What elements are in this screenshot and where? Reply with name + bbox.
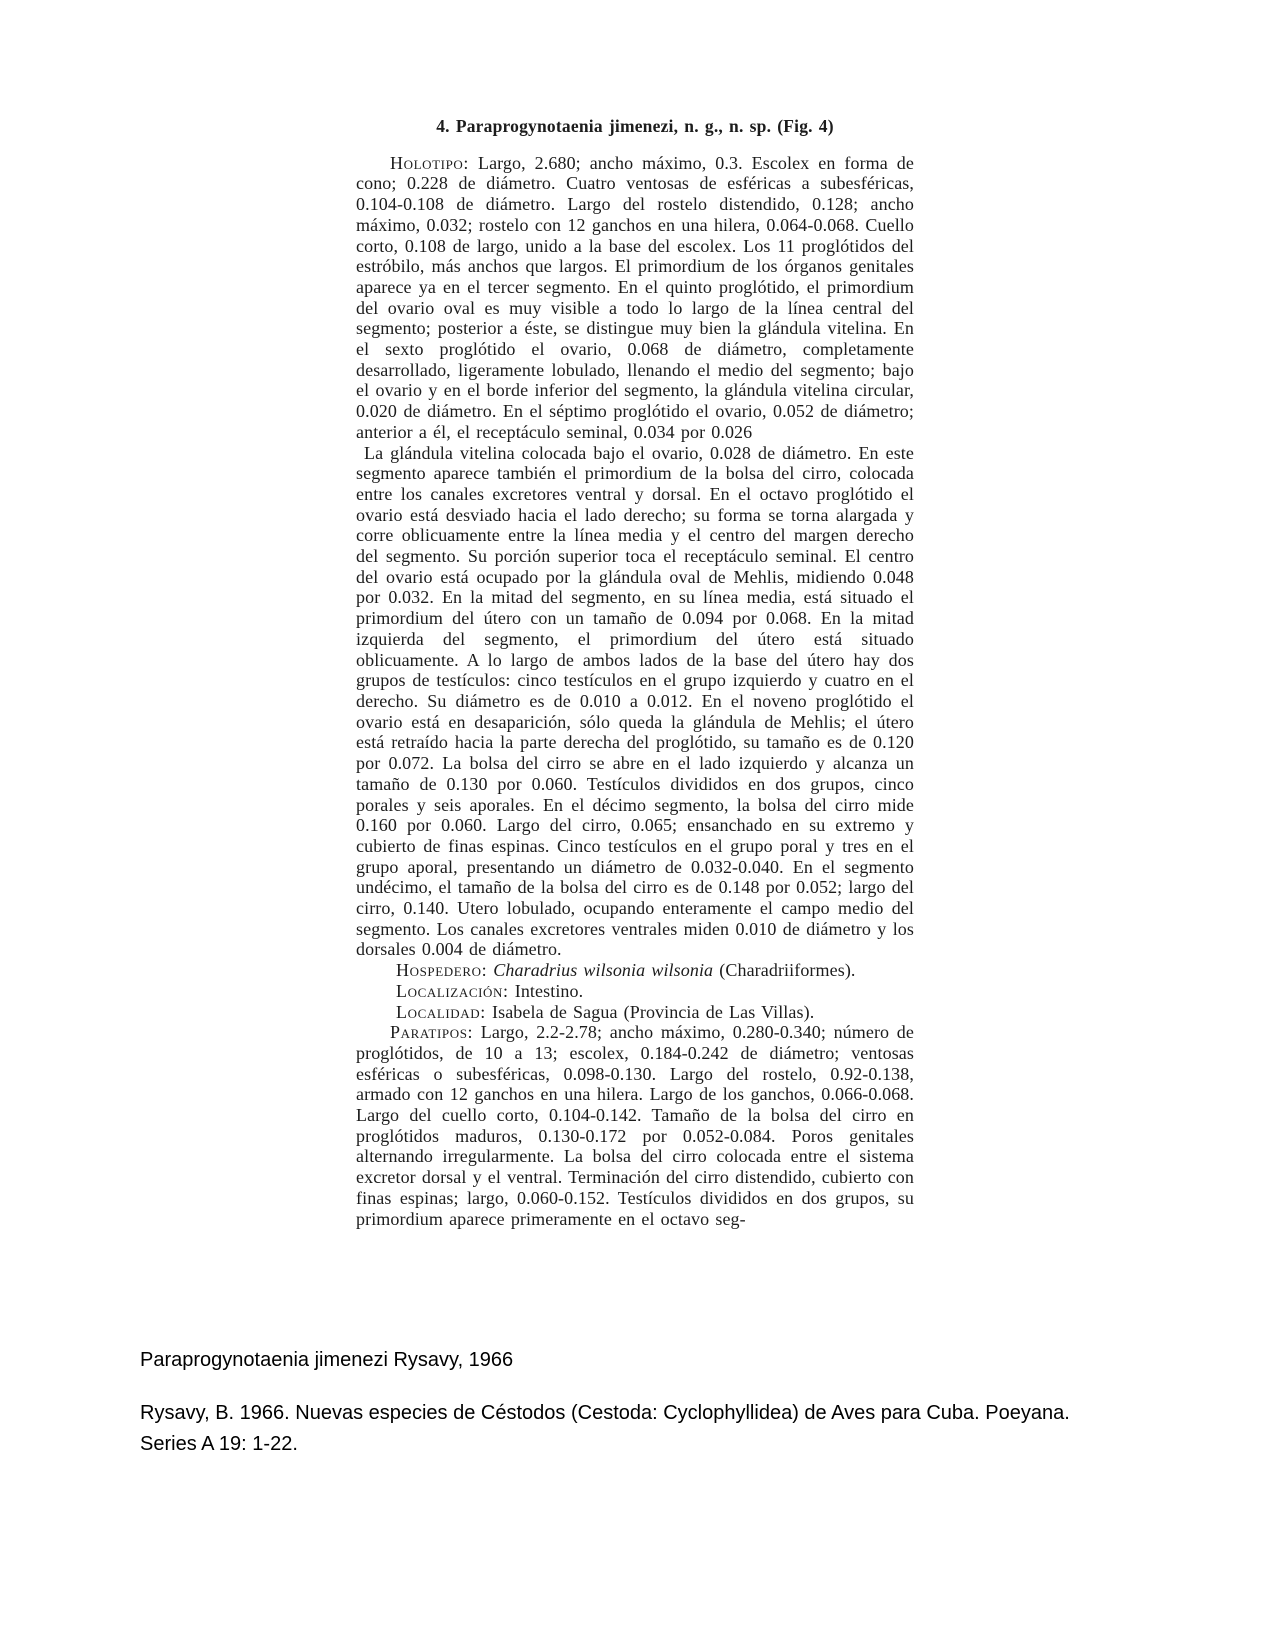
host-species-name: Charadrius wilsonia wilsonia bbox=[493, 960, 714, 981]
holotipo-text: Largo, 2.680; ancho máximo, 0.3. Escolex en forma de cono; 0.228 de diámetro. Cuatro ventosas de esféricas a subesféricas, 0.104-0.108 de diámetro. Largo del rostelo distendido, 0.128; ancho máximo, 0.032; rostelo con 12 ganchos en una hilera, 0.064-0.068. Cuello corto, 0.108 de largo, unido a la base del escolex. Los 11 proglótidos del estróbilo, más anchos que largos. El primordium de los órganos genitales aparece ya en el tercer segmento. En el quinto proglótido, el primordium del ovario oval es muy visible a todo lo largo de la línea central del segmento; posterior a éste, se distingue muy bien la glándula vitelina. En el sexto proglótido el ovario, 0.068 de diámetro, completamente desarrollado, ligeramente lobulado, llenando el medio del segmento; bajo el ovario y en el borde inferior del segmento, la glándula vitelina circular, 0.020 de diámetro. En el séptimo proglótido el ovario, 0.052 de diámetro; anterior a él, el receptáculo seminal, 0.034 por 0.026 bbox=[356, 152, 914, 442]
title-number: 4. bbox=[436, 116, 450, 136]
hospedero-label: Hospedero: bbox=[396, 960, 488, 981]
localidad-text: Isabela de Sagua (Provincia de Las Villas). bbox=[492, 1001, 815, 1022]
paratipos-paragraph bbox=[356, 1022, 914, 1229]
paratipos-text: Largo, 2.2-2.78; ancho máximo, 0.280-0.340; número de proglótidos, de 10 a 13; escolex, 0.184-0.242 de diámetro; ventosas esféricas o subesféricas, 0.098-0.130. Largo del rostelo, 0.92-0.138, armado con 12 ganchos en una hilera. Largo de los ganchos, 0.066-0.068. Largo del cuello corto, 0.104-0.142. Tamaño de la bolsa del cirro en proglótidos maduros, 0.130-0.172 por 0.052-0.084. Poros genitales alternando irregularmente. La bolsa del cirro colocada entre el sistema excretor dorsal y el ventral. Terminación del cirro distendido, cubierto con finas espinas; largo, 0.060-0.152. Testículos divididos en dos grupos, su primordium aparece primeramente en el octavo seg- bbox=[356, 1022, 914, 1229]
description-paragraph: La glándula vitelina colocada bajo el ovario, 0.028 de diámetro. En este segmento aparece también el primordium de la bolsa del cirro, colocada entre los canales excretores ventral y dorsal. En el octavo proglótido el ovario está desviado hacia el lado derecho; su forma se torna alargada y corre oblicuamente entre la línea media y el centro del margen derecho del segmento. Su porción superior toca el receptáculo seminal. El centro del ovario está ocupado por la glándula oval de Mehlis, midiendo 0.048 por 0.032. En la mitad del segmento, en su línea media, está situado el primordium del útero con un tamaño de 0.094 por 0.068. En la mitad izquierda del segmento, el primordium del útero está situado oblicuamente. A lo largo de ambos lados de la base del útero hay dos grupos de testículos: cinco testículos en el grupo izquierdo y cuatro en el derecho. Su diámetro es de 0.010 a 0.012. En el noveno proglótido el ovario está en desaparición, sólo queda la glándula de Mehlis; el útero está retraído hacia la parte derecha del proglótido, su tamaño es de 0.120 por 0.072. La bolsa del cirro se abre en el lado izquierdo y alcanza un tamaño de 0.130 por 0.060. Testículos divididos en dos grupos, cinco porales y seis aporales. En el décimo segmento, la bolsa del cirro mide 0.160 por 0.060. Largo del cirro, 0.065; ensanchado en su extremo y cubierto de finas espinas. Cinco testículos en el grupo poral y tres en el grupo aporal, presentando un diámetro de 0.032-0.040. En el segmento undécimo, el tamaño de la bolsa del cirro es de 0.148 por 0.052; largo del cirro, 0.140. Utero lobulado, ocupando enteramente el campo medio del segmento. Los canales excretores ventrales miden 0.010 de diámetro y los dorsales 0.004 de diámetro. bbox=[356, 442, 914, 960]
localizacion-label: Localización: bbox=[396, 980, 509, 1001]
localizacion-text: Intestino. bbox=[514, 980, 584, 1001]
hospedero-rest: (Charadriiformes). bbox=[719, 960, 856, 981]
article-title bbox=[356, 116, 914, 137]
localidad-label: Localidad: bbox=[396, 1001, 486, 1022]
localizacion-line bbox=[356, 981, 914, 1002]
paratipos-label: Paratipos: bbox=[390, 1022, 474, 1043]
title-rest: n. g., n. sp. (Fig. 4) bbox=[684, 116, 834, 136]
holotipo-label: Holotipo: bbox=[390, 152, 470, 173]
bibliographic-reference: Rysavy, B. 1966. Nuevas especies de Céstodos (Cestoda: Cyclophyllidea) de Aves para Cuba. Poeyana. Series A 19: 1-22. bbox=[140, 1402, 1070, 1455]
specimen-caption: Paraprogynotaenia jimenezi Rysavy, 1966 bbox=[140, 1349, 514, 1371]
scanned-article-column bbox=[356, 116, 914, 1229]
localidad-line bbox=[356, 1002, 914, 1023]
hospedero-line bbox=[356, 960, 914, 981]
title-species-name: Paraprogynotaenia jimenezi, bbox=[455, 116, 679, 136]
holotipo-paragraph bbox=[356, 153, 914, 443]
